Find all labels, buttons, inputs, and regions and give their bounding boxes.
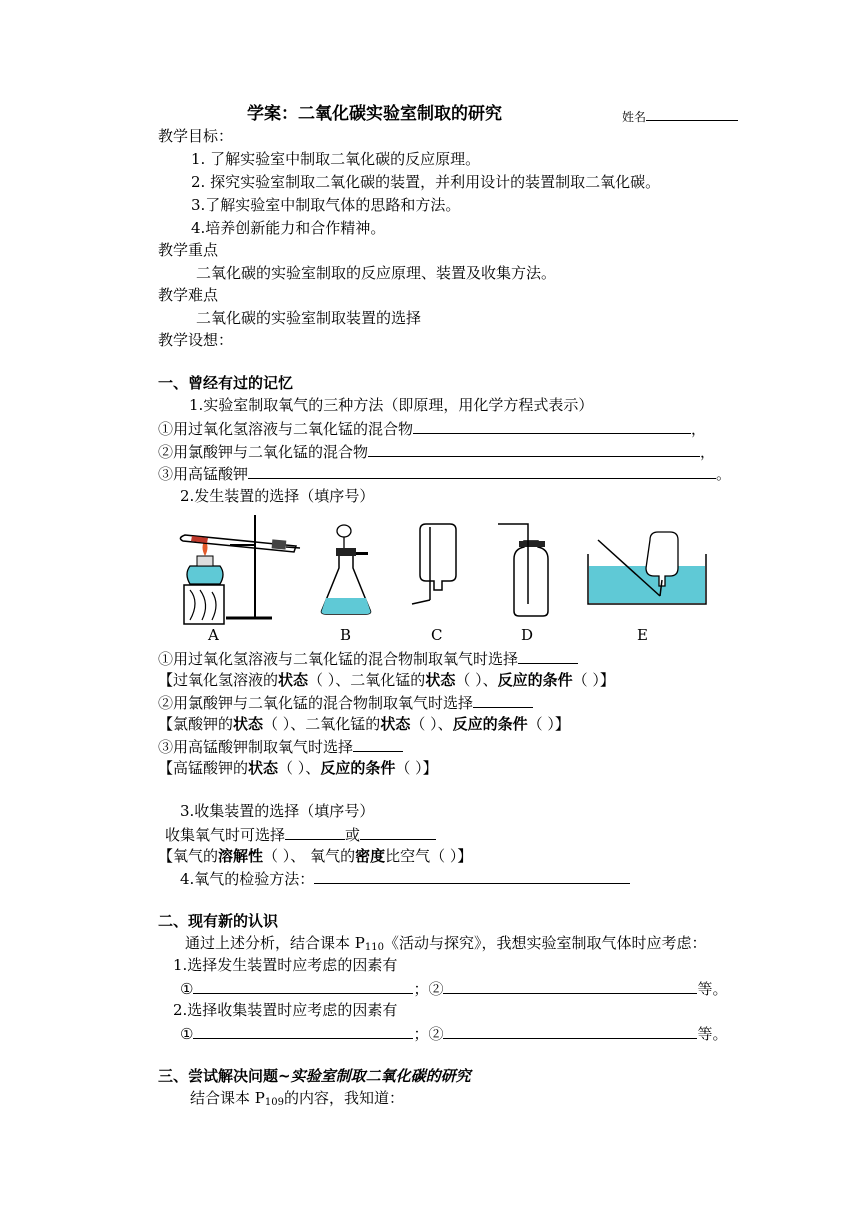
keyword: 状态 xyxy=(233,715,264,733)
apparatus-c-icon xyxy=(412,524,456,604)
label-a: A xyxy=(208,626,219,644)
factor-2-row xyxy=(180,1023,728,1044)
bracket-3 xyxy=(158,758,438,778)
label-c: C xyxy=(431,626,443,644)
text: （ ）、二氧化锰的 xyxy=(263,715,381,733)
question-4-blank[interactable] xyxy=(314,868,630,884)
key-heading: 教学重点 xyxy=(158,241,219,259)
text: 《活动与探究》，我想实验室制取气体时应考虑： xyxy=(383,934,707,952)
text: 通过上述分析，结合课本 P xyxy=(185,934,365,952)
bracket-1 xyxy=(158,670,615,690)
bracket-2 xyxy=(158,714,570,734)
goal-item: 4.培养创新能力和合作精神。 xyxy=(191,219,386,237)
text: 的内容，我知道： xyxy=(283,1089,404,1107)
text: 三、尝试解决问题~ xyxy=(158,1067,291,1085)
text: 【过氧化氢溶液的 xyxy=(158,671,279,689)
text: （ ）、 xyxy=(455,671,498,689)
text: 【高锰酸钾的 xyxy=(158,759,249,777)
name-label: 姓名 xyxy=(622,110,647,124)
text: ② xyxy=(428,1025,444,1043)
text: 等。 xyxy=(697,980,728,998)
text: （ ）】 xyxy=(572,671,615,689)
factor-1-blank-2[interactable] xyxy=(443,978,697,994)
factor-1-label: 1.选择发生装置时应考虑的因素有 xyxy=(173,956,398,974)
goal-item: 2. 探究实验室制取二氧化碳的装置，并利用设计的装置制取二氧化碳。 xyxy=(191,173,661,191)
section3-heading xyxy=(158,1066,471,1086)
text: 【氧气的 xyxy=(158,847,219,865)
text: ① xyxy=(180,1025,194,1043)
keyword: 状态 xyxy=(278,671,309,689)
answer-3-label: ③用高锰酸钾制取氧气时选择 xyxy=(158,738,354,756)
question-4 xyxy=(180,868,630,889)
oxygen-props xyxy=(158,846,472,866)
answer-1 xyxy=(158,648,578,669)
keyword: 状态 xyxy=(425,671,456,689)
answer-1-blank[interactable] xyxy=(518,648,578,664)
factor-1-row xyxy=(180,978,728,999)
question-3: 3.收集装置的选择（填序号） xyxy=(180,802,375,820)
goal-item: 3.了解实验室中制取气体的思路和方法。 xyxy=(191,196,461,214)
design-heading: 教学设想： xyxy=(158,331,234,349)
factor-1-blank-1[interactable] xyxy=(193,978,413,994)
section1-heading: 一、曾经有过的记忆 xyxy=(158,374,294,392)
text: 比空气（ ）】 xyxy=(385,847,473,865)
collect-blank-2[interactable] xyxy=(360,824,436,840)
goals-heading: 教学目标： xyxy=(158,127,234,145)
collect-label: 收集氧气时可选择 xyxy=(165,826,286,844)
difficult-heading: 教学难点 xyxy=(158,286,219,304)
text: （ ）、二氧化锰的 xyxy=(308,671,426,689)
text: （ ）、 氧气的 xyxy=(263,847,356,865)
factor-2-blank-1[interactable] xyxy=(193,1023,413,1039)
answer-2 xyxy=(158,692,533,713)
goal-item: 1. 了解实验室中制取二氧化碳的反应原理。 xyxy=(191,150,481,168)
text: 等。 xyxy=(697,1025,728,1043)
answer-2-blank[interactable] xyxy=(473,692,533,708)
collect-blank-1[interactable] xyxy=(285,824,345,840)
apparatus-e-icon xyxy=(588,532,706,604)
method-1-label: ①用过氧化氢溶液与二氧化锰的混合物 xyxy=(158,420,414,438)
punct: ， xyxy=(700,443,716,461)
text: （ ）、 xyxy=(410,715,453,733)
keyword: 状态 xyxy=(248,759,279,777)
question-2: 2.发生装置的选择（填序号） xyxy=(180,487,375,505)
or-label: 或 xyxy=(345,826,361,844)
text: ② xyxy=(428,980,444,998)
section2-heading: 二、现有新的认识 xyxy=(158,912,279,930)
keyword: 反应的条件 xyxy=(452,715,528,733)
factor-2-label: 2.选择收集装置时应考虑的因素有 xyxy=(173,1001,398,1019)
keyword: 溶解性 xyxy=(218,847,264,865)
apparatus-a-icon xyxy=(180,515,300,624)
text: 实验室制取二氧化碳的研究 xyxy=(290,1067,471,1085)
answer-3 xyxy=(158,736,403,757)
text: （ ）】 xyxy=(527,715,570,733)
label-b: B xyxy=(340,626,352,644)
collect-choice xyxy=(165,824,436,845)
text: ① xyxy=(180,980,194,998)
punct: ， xyxy=(691,420,707,438)
text: 【氯酸钾的 xyxy=(158,715,234,733)
page-subscript: 109 xyxy=(264,1097,284,1108)
answer-2-label: ②用氯酸钾与二氧化锰的混合物制取氧气时选择 xyxy=(158,694,474,712)
text: （ ）】 xyxy=(395,759,438,777)
label-e: E xyxy=(637,626,648,644)
text: ； xyxy=(413,1025,429,1043)
page-title: 学案：二氧化碳实验室制取的研究 xyxy=(247,104,502,124)
method-3-label: ③用高锰酸钾 xyxy=(158,465,249,483)
method-2-label: ②用氯酸钾与二氧化锰的混合物 xyxy=(158,443,369,461)
answer-1-label: ①用过氧化氢溶液与二氧化锰的混合物制取氧气时选择 xyxy=(158,650,519,668)
keyword: 状态 xyxy=(380,715,411,733)
keyword: 密度 xyxy=(355,847,386,865)
apparatus-d-icon xyxy=(498,524,548,616)
page-subscript: 110 xyxy=(364,942,384,953)
punct: 。 xyxy=(716,465,732,483)
question-1: 1.实验室制取氧气的三种方法（即原理，用化学方程式表示） xyxy=(189,396,594,414)
key-text: 二氧化碳的实验室制取的反应原理、装置及收集方法。 xyxy=(196,264,557,282)
difficult-text: 二氧化碳的实验室制取装置的选择 xyxy=(196,309,422,327)
section3-intro xyxy=(190,1088,404,1113)
keyword: 反应的条件 xyxy=(320,759,396,777)
factor-2-blank-2[interactable] xyxy=(443,1023,697,1039)
keyword: 反应的条件 xyxy=(497,671,573,689)
answer-3-blank[interactable] xyxy=(353,736,403,752)
question-4-label: 4.氧气的检验方法： xyxy=(180,870,315,888)
text: 结合课本 P xyxy=(190,1089,265,1107)
text: （ ）、 xyxy=(278,759,321,777)
apparatus-b-icon xyxy=(322,525,371,614)
text: ； xyxy=(413,980,429,998)
label-d: D xyxy=(521,626,534,644)
